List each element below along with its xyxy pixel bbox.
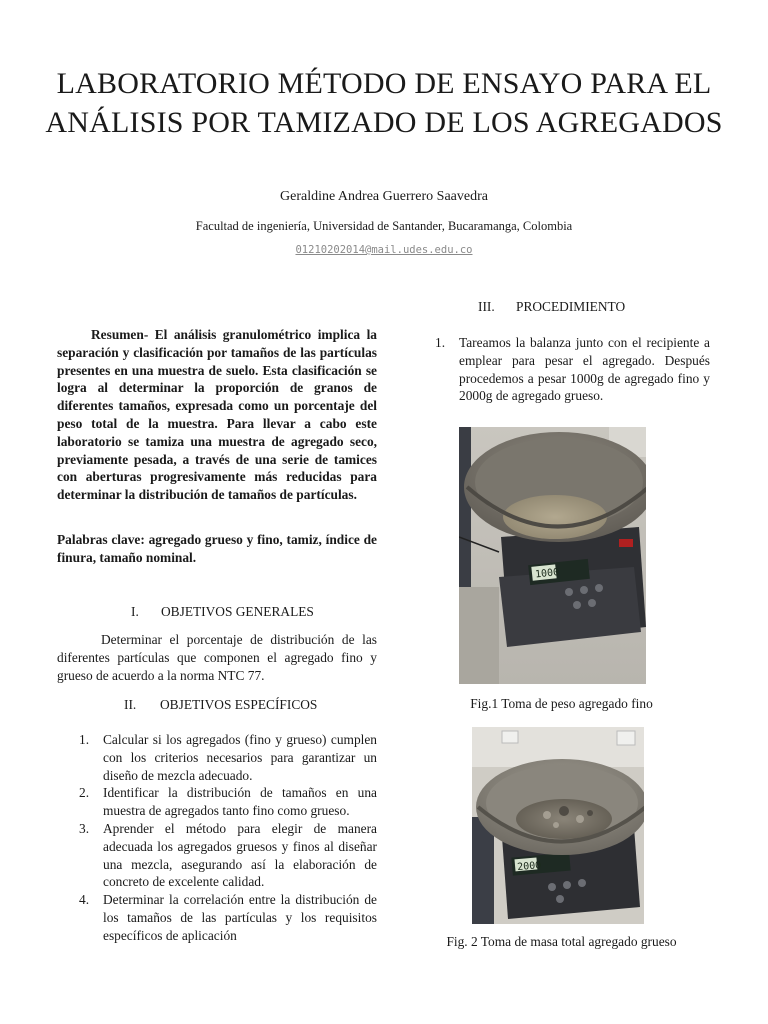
keywords-text: Palabras clave: agregado grueso y fino, tamiz, índice de finura, tamaño nominal. — [57, 532, 377, 565]
section-title: PROCEDIMIENTO — [516, 299, 626, 314]
section-number: II. — [124, 697, 137, 712]
list-item — [413, 334, 710, 405]
figure-2-photo — [472, 727, 644, 924]
list-item — [57, 820, 377, 891]
email-link[interactable] — [0, 244, 768, 256]
scale-display-readout: 1000 — [534, 567, 560, 581]
section-number: I. — [131, 604, 139, 619]
scale-display-readout: 2000 — [516, 860, 542, 874]
abstract-text: Resumen- El análisis granulométrico implica la separación y clasificación por tamaños de las partículas presentes en una muestra de suelo. Esta clasificación se logra al determinar la proporción de granos de diferentes tamaños, expresada como un porcentaje del peso total de la muestra. Para llevar a cabo este laboratorio se tamiza una muestra de agregado seco, previamente pesada, a través de una serie de tamices con aberturas progresivamente más reducidas para determinar la distribución de tamaños de partículas. — [57, 327, 377, 503]
list-item — [57, 891, 377, 944]
specific-objectives-list — [57, 731, 377, 945]
list-item — [57, 784, 377, 820]
scale-fine-aggregate-image — [459, 427, 646, 684]
figure-1-caption: Fig.1 Toma de peso agregado fino — [470, 696, 653, 711]
section-number: III. — [478, 299, 495, 314]
section-heading-procedure — [478, 299, 625, 315]
keywords — [57, 531, 377, 567]
list-item-text: Identificar la distribución de tamaños en una muestra de agregados tanto fino como grueso. — [103, 785, 377, 819]
section-heading-specific — [124, 697, 317, 713]
abstract — [57, 326, 377, 504]
list-number: 1. — [79, 732, 90, 747]
list-number: 4. — [79, 892, 90, 908]
list-item-text: Tareamos la balanza junto con el recipiente a emplear para pesar el agregado. Después procedemos a pesar 1000g de agregado fino y 2000g de agregado grueso. — [459, 335, 710, 404]
scale-coarse-aggregate-image — [472, 727, 644, 924]
author-name: Geraldine Andrea Guerrero Saavedra — [280, 189, 488, 204]
general-objective-text: Determinar el porcentaje de distribución de las diferentes partículas que componen el agregado fino y grueso de acuerdo a la norma NTC 77. — [57, 632, 377, 683]
list-item-text: Determinar la correlación entre la distribución de los tamaños de las partículas y los requisitos específicos de aplicación — [103, 892, 377, 943]
section-heading-general — [131, 604, 314, 620]
paper-title: LABORATORIO MÉTODO DE ENSAYO PARA EL ANÁLISIS POR TAMIZADO DE LOS AGREGADOS — [45, 67, 723, 139]
list-number: 2. — [79, 785, 90, 801]
figure-2-caption: Fig. 2 Toma de masa total agregado grueso — [446, 934, 677, 949]
email-text[interactable]: 01210202014@mail.udes.edu.co — [295, 244, 473, 256]
procedure-list — [413, 334, 710, 405]
list-item-text: Aprender el método para elegir de manera adecuada los agregados gruesos y finos al diseñar una mezcla, asegurando así la elaboración de concreto de excelente calidad. — [103, 820, 377, 890]
section-title: OBJETIVOS ESPECÍFICOS — [160, 697, 318, 712]
affiliation: Facultad de ingeniería, Universidad de Santander, Bucaramanga, Colombia — [195, 219, 573, 233]
list-number: 1. — [435, 335, 446, 350]
section-title: OBJETIVOS GENERALES — [161, 604, 314, 619]
list-item-text: Calcular si los agregados (fino y grueso) cumplen con los criterios necesarios para garantizar un diseño de mezcla adecuado. — [103, 732, 377, 783]
list-number: 3. — [79, 820, 90, 836]
list-item — [57, 731, 377, 784]
figure-1-photo — [459, 427, 646, 684]
general-objective — [57, 631, 377, 684]
